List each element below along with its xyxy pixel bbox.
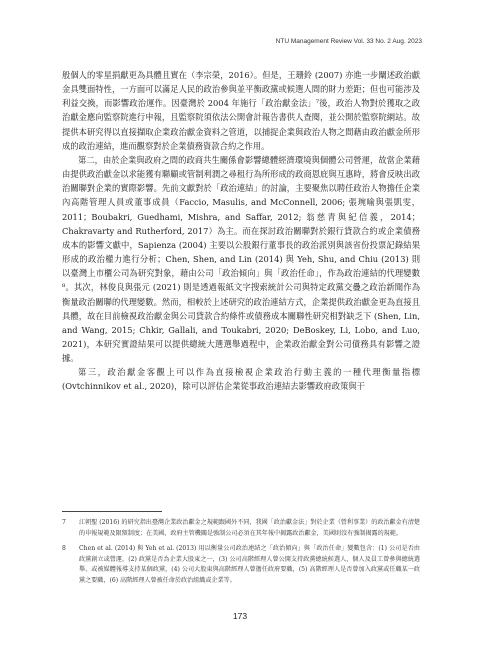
body-paragraph: 第二，由於企業與政府之間的政商共生關係會影響總體經濟環境與個體公司營運，故當企業藉由提供政治獻金以求能獲有聯顧或管制利潤之尋租行為所形成的政商恩庇與互惠時，將會反映出政治關聯對企業的實際影響。先前文獻對於「政治連結」的討論，主要聚焦以聘任政治人物擔任企業內高階管理人員或董事成員（Faccio, Masulis, and McConnell, 2006; 張琬喻與張凱雯，2011；Boubakri, Guedhami, Mishra, and Saffar, 2012; 翁慈青與紀信義，2014；Chakravarty and Rutherford, 2017）為主。而在探討政治關聯對於銀行貸款合約或企業債務成本的影響文獻中，Sapienza (2004) 主要以公股銀行董事長的政治派別與該省份投票記錄結果形成的政治權力進行分析；Chen, Shen, and Lin (2014) 與 Yeh, Shu, and Chiu (2013) 則以臺灣上市櫃公司為研究對象，藉由公司「政治傾向」與「政治任命」，作為政治連結的代理變數⁸。其次，林俊良與張元 (2021) 則是透過報紙文字搜索統計公司與特定政黨交疊之政治新聞作為衡量政治關聯的代理變數。然而，相較於上述研究的政治連結方式，企業提供政治獻金更為直接且具體，故在目前檢視政治獻金與公司貸款合約條件或債務成本關聯性研究相對缺乏下 (Shen, Lin, and Wang, 2015; Chkir, Gallali, and Toukabri, 2020; DeBoskey, Li, Lobo, and Luo, 2021)，本研究實證結果可以提供總統大選選舉過程中，企業政治獻金對公司債務具有影響之證據。 — [62, 154, 420, 364]
footnote — [62, 544, 420, 586]
running-header: NTU Management Review Vol. 33 No. 2 Aug. 2023 — [275, 38, 422, 45]
body-paragraph: 第三，政治獻金客觀上可以作為直接檢視企業政治行動主義的一種代理衡量指標 (Ovtchinnikov et al., 2020)，除可以評估企業從事政治連結去影響政府政策與干 — [62, 367, 420, 392]
footnote-text: 江朝聖 (2016) 的研究指出臺灣企業政治獻金之規範跟國外不同，我國「政治獻金法」對於企業（營利事業）的政治獻金有清楚的申報規範及限額制度；在美國，政府主管機關是強制公司必須在其年報中揭露政治獻金，美國則沒有強制揭露的規範。 — [79, 519, 421, 537]
footnote-text: Chen et al. (2014) 與 Yeh et al. (2013) 用以衡量公司政治連結之「政治傾向」與「政治任命」變數包含：(1) 公司是否由政黨創立或營運，(2) 政黨是否為企業大股東之一，(3) 公司高階經理人曾公開支持政黨總統候選人，個人及員工曾參與總統選舉、或被媒體報導支持某個政黨，(4) 公司大股東與高階經理人曾擔任政府要職，(5) 高階經理人是否曾加入政黨或任職某一政黨之要職，(6) 高階經理人曾被任命於政治組織或企業等。 — [79, 545, 420, 584]
footnotes — [62, 518, 420, 592]
main-body — [62, 68, 420, 394]
footnote-number: 8 — [62, 545, 66, 553]
footnote — [62, 518, 420, 539]
page-number: 173 — [232, 611, 248, 621]
body-paragraph: 般個人的零星捐獻更為具體且實在（李宗榮，2016）。但是，王珊鈴 (2007) 亦進一步闡述政治獻金具雙面特性，一方面可以滿足人民的政治參與並平衡政黨或候選人間的財力差距；但也可能涉及利益交換，而影響政治運作。因臺灣於 2004 年施行「政治獻金法」⁷後，政治人物對於獲取之政治獻金應向監察院進行申報，且監察院須依法公開會計報告書供人查閱，並公開於監察院網站。故提供本研究得以直接擷取企業政治獻金資料之管道，以捕捉企業與政治人物之間藉由政治獻金所形成的政治連結，進而觀察對於企業債務資款合約之作用。 — [62, 70, 420, 151]
footnote-number: 7 — [62, 519, 66, 526]
footnote-divider — [62, 511, 162, 512]
